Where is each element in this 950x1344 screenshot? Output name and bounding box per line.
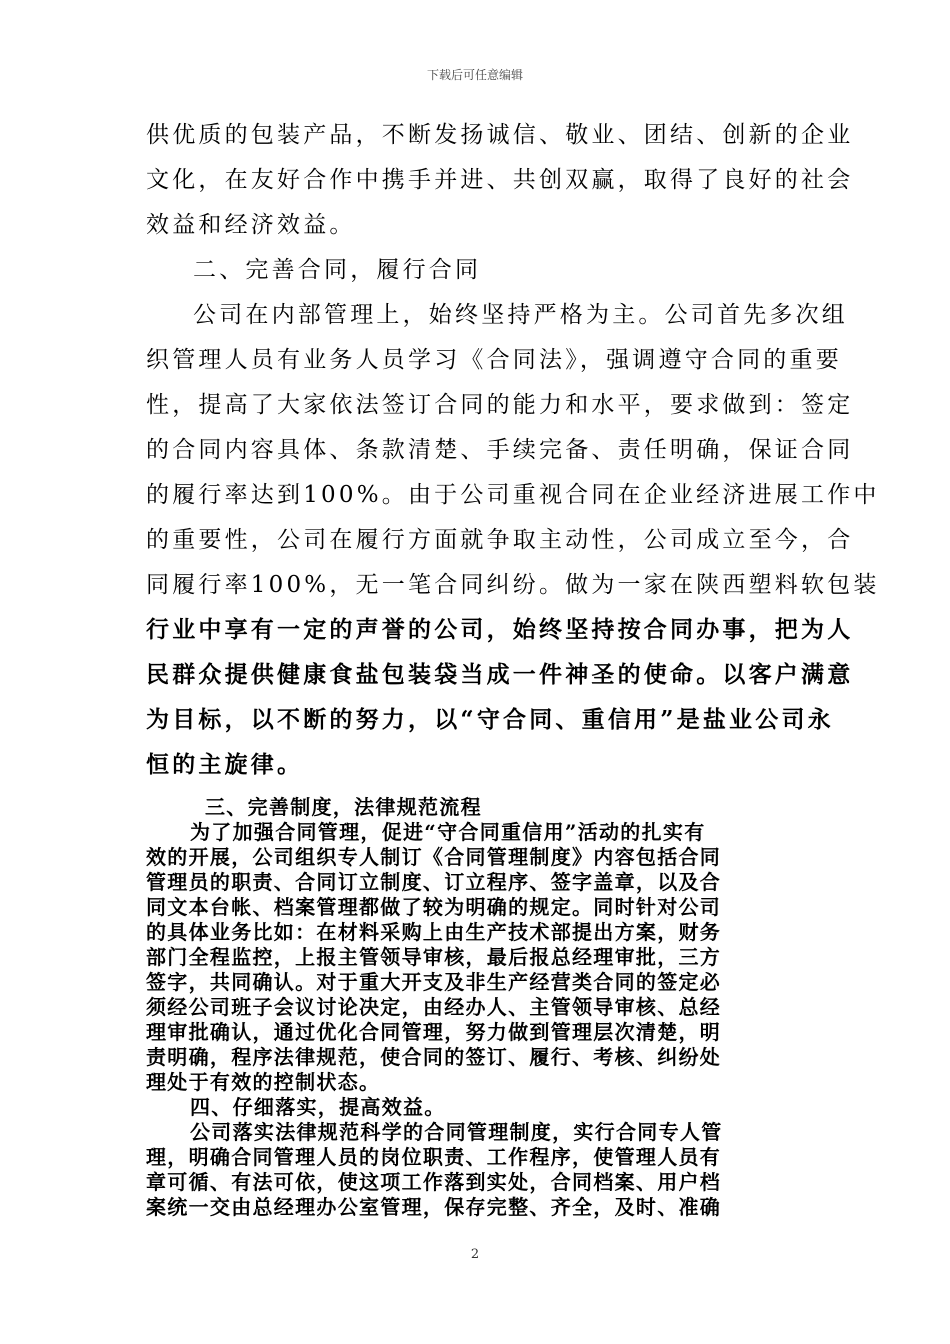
text-line: 供优质的包装产品，不断发扬诚信、敬业、团结、创新的企业 xyxy=(146,122,854,148)
text-line: 的重要性，公司在履行方面就争取主动性，公司成立至今，合 xyxy=(146,527,854,553)
text-line: 为目标，以不断的努力，以“守合同、重信用”是盐业公司永 xyxy=(146,706,834,733)
section-heading: 三、完善制度，法律规范流程 xyxy=(205,795,482,819)
text-line: 管理员的职责、合同订立制度、订立程序、签字盖章，以及合 xyxy=(146,870,722,894)
text-line: 理审批确认，通过优化合同管理，努力做到管理层次清楚，明 xyxy=(146,1020,722,1044)
text-line: 的履行率达到100%。由于公司重视合同在企业经济进展工作中 xyxy=(146,482,880,508)
text-line: 理处于有效的控制状态。 xyxy=(146,1070,381,1094)
text-line: 性，提高了大家依法签订合同的能力和水平，要求做到：签定 xyxy=(146,392,854,418)
text-line: 案统一交由总经理办公室管理，保存完整、齐全，及时、准确 xyxy=(146,1195,722,1219)
page-number: 2 xyxy=(470,1247,480,1262)
text-line: 民群众提供健康食盐包装袋当成一件神圣的使命。以客户满意 xyxy=(146,661,854,688)
section-heading: 四、仔细落实，提高效益。 xyxy=(190,1095,446,1119)
page-header: 下载后可任意编辑 xyxy=(426,68,523,82)
section-heading: 二、完善合同，履行合同 xyxy=(193,257,482,283)
text-line: 公司在内部管理上，始终坚持严格为主。公司首先多次组 xyxy=(193,302,848,328)
text-line: 效益和经济效益。 xyxy=(146,212,356,238)
text-line: 织管理人员有业务人员学习《合同法》，强调遵守合同的重要 xyxy=(146,347,842,373)
text-line: 的具体业务比如：在材料采购上由生产技术部提出方案，财务 xyxy=(146,920,722,944)
text-line: 须经公司班子会议讨论决定，由经办人、主管领导审核、总经 xyxy=(146,995,722,1019)
text-line: 的合同内容具体、条款清楚、手续完备、责任明确，保证合同 xyxy=(146,437,854,463)
text-line: 公司落实法律规范科学的合同管理制度，实行合同专人管 xyxy=(190,1120,723,1144)
text-line: 理，明确合同管理人员的岗位职责、工作程序，使管理人员有 xyxy=(146,1145,722,1169)
text-line: 签字，共同确认。对于重大开支及非生产经营类合同的签定必 xyxy=(146,970,722,994)
text-line: 行业中享有一定的声誉的公司，始终坚持按合同办事，把为人 xyxy=(146,616,854,643)
text-line: 同文本台帐、档案管理都做了较为明确的规定。同时针对公司 xyxy=(146,895,722,919)
text-line: 恒的主旋律。 xyxy=(146,751,304,778)
text-line: 文化，在友好合作中携手并进、共创双赢，取得了良好的社会 xyxy=(146,167,854,193)
text-line: 为了加强合同管理，促进“守合同重信用”活动的扎实有 xyxy=(190,820,706,844)
text-line: 责明确，程序法律规范，使合同的签订、履行、考核、纠纷处 xyxy=(146,1045,722,1069)
text-line: 效的开展，公司组织专人制订《合同管理制度》内容包括合同 xyxy=(146,845,722,869)
text-line: 同履行率100%，无一笔合同纠纷。做为一家在陕西塑料软包装 xyxy=(146,572,880,598)
text-line: 部门全程监控，上报主管领导审核，最后报总经理审批，三方 xyxy=(146,945,722,969)
text-line: 章可循、有法可依，使这项工作落到实处，合同档案、用户档 xyxy=(146,1170,722,1194)
